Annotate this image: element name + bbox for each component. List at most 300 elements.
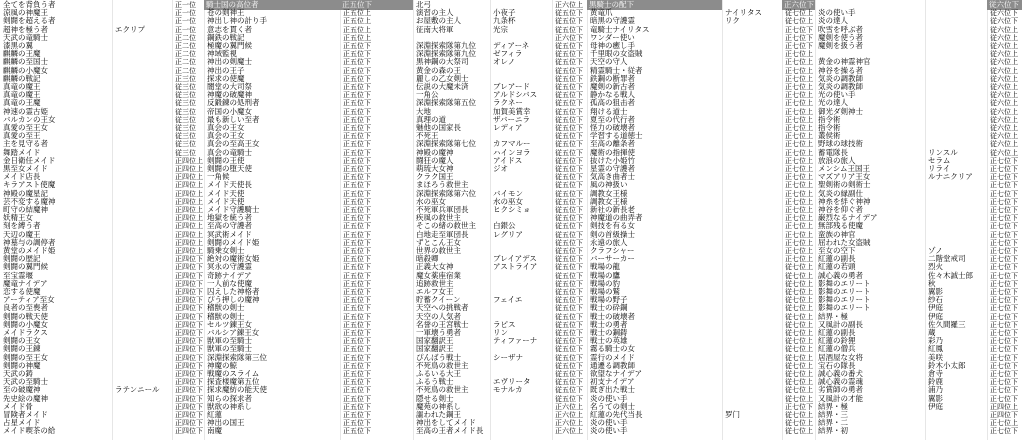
name-cell[interactable]: 反鍛錬の処刑者 <box>207 98 260 108</box>
rank-cell[interactable]: 従七位上 <box>785 386 813 395</box>
name-cell[interactable]: 佐久間羅三 <box>928 319 966 329</box>
rank-cell[interactable]: 従五位下 <box>555 288 583 296</box>
rank-cell[interactable]: 正四位上 <box>175 165 203 173</box>
name-cell[interactable]: 結界・極 <box>818 401 848 411</box>
name-cell[interactable]: 至宝霊堰 <box>3 270 33 280</box>
name-cell[interactable]: 超神を極う者 <box>3 24 48 34</box>
rank-cell[interactable]: 正七位上 <box>785 156 813 165</box>
rank-cell[interactable]: 正五位上 <box>343 9 371 18</box>
name-cell[interactable]: ラクネー <box>493 98 523 108</box>
rank-cell[interactable]: 正五位下 <box>343 140 371 149</box>
name-cell[interactable]: そこの緒の救世主 <box>416 221 476 231</box>
name-cell[interactable]: 巌烈なるナイデア <box>818 213 878 223</box>
name-cell[interactable]: 黒神鋼の大祭司 <box>416 57 469 67</box>
rank-cell[interactable]: 従三位 <box>175 83 196 91</box>
name-cell[interactable]: 深淵探索隊第九位 <box>416 49 476 59</box>
rank-cell[interactable]: 正五位下 <box>343 394 371 403</box>
name-cell[interactable]: 南魔 <box>207 426 222 436</box>
name-cell[interactable]: 不死鳥の救世主 <box>416 385 469 395</box>
rank-cell[interactable]: 正六位上 <box>555 419 583 428</box>
name-cell[interactable]: メイドラクス <box>3 328 48 337</box>
rank-cell[interactable]: 従三位 <box>175 124 196 132</box>
name-cell[interactable]: 静かなる戦人 <box>590 90 635 100</box>
name-cell[interactable]: メイド天使 <box>207 188 245 198</box>
name-cell[interactable]: 白銀公 <box>493 221 516 231</box>
rank-cell[interactable]: 正四位下 <box>175 353 203 362</box>
name-cell[interactable]: 深淵探索隊第九位 <box>416 41 476 50</box>
name-cell[interactable]: オレノ <box>493 57 516 67</box>
name-cell[interactable]: 演習の主人 <box>416 8 454 18</box>
name-cell[interactable]: 神魔道の曲弄者 <box>590 213 643 223</box>
rank-cell[interactable]: 従六位上 <box>990 148 1018 157</box>
name-cell[interactable]: 漆黒の翼 <box>3 41 33 50</box>
rank-cell[interactable]: 正七位下 <box>990 255 1018 264</box>
rank-cell[interactable]: 正七位上 <box>785 83 813 91</box>
rank-cell[interactable]: 従五位下 <box>555 263 583 272</box>
rank-cell[interactable]: 正五位下 <box>343 132 371 141</box>
name-cell[interactable]: 極魔の翼門候 <box>207 41 252 50</box>
name-cell[interactable]: 聖剣術の剣術士 <box>818 180 871 190</box>
rank-cell[interactable]: 正一位 <box>175 17 196 26</box>
name-cell[interactable]: 屈われた女盗賊 <box>818 237 871 247</box>
rank-cell[interactable]: 従五位下 <box>555 74 583 83</box>
name-cell[interactable]: 神出の王子 <box>207 65 245 75</box>
name-cell[interactable]: 伊庭 <box>928 311 943 321</box>
name-cell[interactable]: 深淵探索隊第七位 <box>416 139 476 149</box>
rank-cell[interactable]: 従五位下 <box>555 124 583 132</box>
rank-cell[interactable]: 正五位下 <box>343 279 371 288</box>
rank-cell[interactable]: 正五位下 <box>343 214 371 223</box>
rank-cell[interactable]: 正六位上 <box>555 1 583 9</box>
rank-cell[interactable]: 従六位下 <box>990 9 1018 18</box>
rank-cell[interactable]: 正七位上 <box>785 230 813 239</box>
rank-cell[interactable]: 従六位上 <box>990 58 1018 67</box>
name-cell[interactable]: 学習する道徳士 <box>590 131 643 141</box>
rank-cell[interactable]: 正七位下 <box>990 304 1018 313</box>
rank-cell[interactable]: 正五位下 <box>343 427 371 436</box>
name-cell[interactable]: 戦士の英雄 <box>590 336 628 346</box>
name-cell[interactable]: 町守の結魔神 <box>3 205 48 214</box>
name-cell[interactable]: 影舞のエリート <box>818 287 871 296</box>
name-cell[interactable]: 戦場の鷹 <box>590 270 620 280</box>
rank-cell[interactable]: 正四位上 <box>175 247 203 255</box>
name-cell[interactable]: 白地走至軍団長 <box>416 229 469 239</box>
name-cell[interactable]: 小夜子 <box>493 8 516 18</box>
name-cell[interactable]: 無部残る使魔 <box>818 221 863 231</box>
rank-cell[interactable]: 正七位上 <box>785 206 813 214</box>
rank-cell[interactable]: 正五位下 <box>343 148 371 157</box>
rank-cell[interactable]: 正四位上 <box>175 214 203 223</box>
name-cell[interactable]: 魔剣の新古者 <box>590 82 635 91</box>
name-cell[interactable]: 剣の首級操士 <box>590 229 635 239</box>
name-cell[interactable]: ジオ <box>493 164 508 173</box>
rank-cell[interactable]: 正七位上 <box>785 173 813 182</box>
name-cell[interactable]: リク <box>725 16 740 26</box>
name-cell[interactable]: 紅蓮の若頭 <box>818 262 856 272</box>
name-cell[interactable]: ブレアード <box>493 82 530 91</box>
rank-cell[interactable]: 正七位上 <box>785 222 813 231</box>
name-cell[interactable]: 気高き曲者士 <box>590 172 635 182</box>
rank-cell[interactable]: 従七位上 <box>785 271 813 280</box>
name-cell[interactable]: 紅蓮の副長 <box>818 328 856 337</box>
name-cell[interactable]: 真竜の王魔 <box>3 98 41 108</box>
rank-cell[interactable]: 正五位下 <box>343 320 371 329</box>
rank-cell[interactable]: 正四位下 <box>175 279 203 288</box>
name-cell[interactable]: 結界・初 <box>818 426 848 436</box>
rank-cell[interactable]: 従五位下 <box>555 345 583 354</box>
rank-cell[interactable]: 従六位下 <box>990 17 1018 26</box>
name-cell[interactable]: ラテンニール <box>115 385 160 395</box>
name-cell[interactable]: 占星メイド <box>3 418 41 428</box>
name-cell[interactable]: 不死王 <box>416 131 439 141</box>
name-cell[interactable]: メイド守護騎士 <box>207 205 260 214</box>
rank-cell[interactable]: 正五位下 <box>343 263 371 272</box>
rank-cell[interactable]: 従五位下 <box>555 329 583 337</box>
rank-cell[interactable]: 従五位下 <box>555 312 583 321</box>
name-cell[interactable]: エヴリータ <box>493 377 531 387</box>
name-cell[interactable]: 囚えした神格者 <box>207 287 260 296</box>
rank-cell[interactable]: 従六位上 <box>990 25 1018 34</box>
name-cell[interactable]: 天武の至騎士 <box>3 377 48 387</box>
rank-cell[interactable]: 正七位下 <box>990 361 1018 370</box>
name-cell[interactable]: 恋する使魔 <box>3 287 41 296</box>
name-cell[interactable]: 鈴鹿 <box>928 377 943 387</box>
rank-cell[interactable]: 従三位 <box>175 148 196 157</box>
rank-cell[interactable]: 正四位下 <box>175 345 203 354</box>
rank-cell[interactable]: 正七位上 <box>785 189 813 198</box>
name-cell[interactable]: メイド天使長 <box>207 180 252 190</box>
name-cell[interactable]: 貯蓄クイーン <box>416 295 461 305</box>
name-cell[interactable]: 炎の使い手 <box>590 426 628 436</box>
rank-cell[interactable]: 従七位上 <box>785 279 813 288</box>
name-cell[interactable]: 紅蓮の副長 <box>818 254 856 264</box>
name-cell[interactable]: 剣闘の歴記 <box>3 254 41 264</box>
name-cell[interactable]: 国家翻訳王 <box>416 344 454 354</box>
rank-cell[interactable]: 正五位下 <box>343 288 371 296</box>
name-cell[interactable]: 正義大女神 <box>416 262 454 272</box>
name-cell[interactable]: 芸不変する魔神 <box>3 196 56 206</box>
name-cell[interactable]: 真愛の至王女 <box>3 123 48 132</box>
name-cell[interactable]: 紅鳳 <box>928 344 943 354</box>
rank-cell[interactable]: 正七位下 <box>990 206 1018 214</box>
rank-cell[interactable]: 従六位上 <box>990 50 1018 59</box>
rank-cell[interactable]: 正五位下 <box>343 361 371 370</box>
rank-cell[interactable]: 正五位下 <box>343 296 371 305</box>
name-cell[interactable]: 影舞のエリート <box>818 278 871 288</box>
name-cell[interactable]: 剣闘の神魔 <box>3 360 41 370</box>
name-cell[interactable]: 風の神扱い <box>590 180 628 190</box>
name-cell[interactable]: 魔竜ナイデア <box>3 278 48 288</box>
rank-cell[interactable]: 正七位下 <box>990 427 1018 436</box>
rank-cell[interactable]: 正五位下 <box>343 42 371 50</box>
rank-cell[interactable]: 従七位上 <box>785 312 813 321</box>
name-cell[interactable]: 闘狂の魔人 <box>416 155 454 165</box>
rank-cell[interactable]: 正四位上 <box>175 181 203 190</box>
rank-cell[interactable]: 従五位下 <box>555 304 583 313</box>
name-cell[interactable]: 戦場の龍 <box>590 262 620 272</box>
name-cell[interactable]: 天武の鋳 <box>3 369 33 378</box>
name-cell[interactable]: ラピス <box>493 319 516 329</box>
name-cell[interactable]: 神域監視 <box>207 49 237 59</box>
rank-cell[interactable]: 正七位下 <box>990 329 1018 337</box>
name-cell[interactable]: 麒麟の王魔 <box>3 49 41 59</box>
name-cell[interactable]: 剣闘を超える者 <box>3 16 56 26</box>
name-cell[interactable]: 彩乃 <box>928 336 943 346</box>
name-cell[interactable]: 剣闘の戦天使 <box>3 311 48 321</box>
name-cell[interactable]: ゾノ <box>928 246 943 255</box>
rank-cell[interactable]: 正七位下 <box>990 312 1018 321</box>
name-cell[interactable]: 影舞のエリート <box>818 303 871 313</box>
rank-cell[interactable]: 正五位下 <box>343 58 371 67</box>
name-cell[interactable]: 剣闘の王使 <box>207 155 245 165</box>
name-cell[interactable]: エクリプ <box>115 24 145 34</box>
rank-cell[interactable]: 正五位上 <box>343 33 371 42</box>
name-cell[interactable]: 鉄鋼の断罪者 <box>590 73 635 83</box>
name-cell[interactable]: 国家翻訳王 <box>416 336 454 346</box>
name-cell[interactable]: 神谷を仰ぐ者 <box>818 205 863 214</box>
name-cell[interactable]: 知らの探求者 <box>207 393 252 403</box>
rank-cell[interactable]: 正四位下 <box>175 419 203 428</box>
name-cell[interactable]: 鋼鉄の戦記 <box>207 32 245 42</box>
rank-cell[interactable]: 従五位下 <box>555 165 583 173</box>
rank-cell[interactable]: 正七位上 <box>785 181 813 190</box>
name-cell[interactable]: 神墓与の調停者 <box>3 237 56 247</box>
name-cell[interactable]: 二階堂戒司 <box>928 254 966 264</box>
name-cell[interactable]: 誠心義の勇者 <box>818 270 863 280</box>
rank-cell[interactable]: 従五位下 <box>555 247 583 255</box>
name-cell[interactable]: 御光ダ剣神士 <box>818 106 863 116</box>
name-cell[interactable]: 冥武術メイド <box>207 229 252 239</box>
rank-cell[interactable]: 正七位上 <box>785 58 813 67</box>
rank-cell[interactable]: 正五位下 <box>343 124 371 132</box>
name-cell[interactable]: 霧る騎士の女 <box>590 344 635 354</box>
rank-cell[interactable]: 従五位下 <box>555 238 583 247</box>
rank-cell[interactable]: 正七位下 <box>785 33 813 42</box>
rank-cell[interactable]: 正五位下 <box>343 74 371 83</box>
name-cell[interactable]: 居酒屋な女将 <box>818 352 863 362</box>
name-cell[interactable]: 夏至の代行者 <box>590 114 635 124</box>
name-cell[interactable]: 結界・二 <box>818 418 848 428</box>
rank-cell[interactable]: 従五位下 <box>555 206 583 214</box>
name-cell[interactable]: 至女の空下 <box>818 246 856 255</box>
name-cell[interactable]: 稽獣の剣士 <box>207 311 245 321</box>
name-cell[interactable]: 黄堂のメイド姫 <box>3 246 56 255</box>
name-cell[interactable]: 真竜の魔王 <box>3 90 41 100</box>
rank-cell[interactable]: 正四位上 <box>175 173 203 182</box>
name-cell[interactable]: 真竜の魔王 <box>3 82 41 91</box>
name-cell[interactable]: 蛮族の神官 <box>818 229 856 239</box>
name-cell[interactable]: アイドス <box>493 155 523 165</box>
name-cell[interactable]: 冒険者メイド <box>3 410 48 419</box>
name-cell[interactable]: 伊庭 <box>928 303 943 313</box>
name-cell[interactable]: 九条杯 <box>493 16 516 26</box>
name-cell[interactable]: 麒麟の小魔女 <box>3 65 48 75</box>
rank-cell[interactable]: 従五位下 <box>555 9 583 18</box>
name-cell[interactable]: 光宗 <box>493 24 508 34</box>
name-cell[interactable]: 真会の王女 <box>207 131 245 141</box>
name-cell[interactable]: 炎の使い手 <box>590 418 628 428</box>
rank-cell[interactable]: 従五位下 <box>555 214 583 223</box>
rank-cell[interactable]: 正五位下 <box>343 83 371 91</box>
rank-cell[interactable]: 正四位下 <box>175 411 203 419</box>
name-cell[interactable]: 真理の道 <box>416 114 446 124</box>
rank-cell[interactable]: 正二位 <box>175 42 196 50</box>
name-cell[interactable]: お屋敷の主人 <box>416 16 461 26</box>
name-cell[interactable]: 水の巫女 <box>493 196 523 206</box>
name-cell[interactable] <box>725 426 783 436</box>
name-cell[interactable]: 至高の守護者 <box>207 221 252 231</box>
rank-cell[interactable]: 従六位上 <box>990 124 1018 132</box>
name-cell[interactable]: メイド喫茶の給 <box>3 426 56 436</box>
name-cell[interactable]: ナイリタス <box>725 8 762 18</box>
name-cell[interactable]: 永遠の旅人 <box>590 237 628 247</box>
name-cell[interactable]: 獣軍の至騎士 <box>207 336 252 346</box>
rank-cell[interactable]: 従五位下 <box>555 173 583 182</box>
name-cell[interactable]: 剣闘の堕天使 <box>207 164 252 173</box>
name-cell[interactable]: 紅蓮の先代当長 <box>590 410 643 419</box>
name-cell[interactable]: 征南大将軍 <box>416 24 454 34</box>
name-cell[interactable]: 新社の新長老 <box>590 205 635 214</box>
rank-cell[interactable]: 従五位下 <box>555 337 583 346</box>
name-cell[interactable]: まほろう救世主 <box>416 180 469 190</box>
rank-cell[interactable]: 正五位下 <box>343 222 371 231</box>
rank-cell[interactable]: 従五位下 <box>555 107 583 116</box>
rank-cell[interactable]: 正七位下 <box>990 370 1018 378</box>
name-cell[interactable]: バイモン <box>493 188 523 198</box>
name-cell[interactable]: 野球の球技術 <box>818 139 863 149</box>
rank-cell[interactable]: 従五位下 <box>555 115 583 124</box>
rank-cell[interactable]: 従七位上 <box>785 361 813 370</box>
name-cell[interactable]: 欲望なナイデア <box>590 369 642 378</box>
name-cell[interactable]: 精霊騎士・従者 <box>590 65 643 75</box>
name-cell[interactable]: 主を見守る者 <box>3 139 48 149</box>
rank-cell[interactable]: 正七位下 <box>990 378 1018 387</box>
rank-cell[interactable]: 従七位上 <box>785 304 813 313</box>
name-cell[interactable]: 抜けた小姫竹 <box>590 155 635 165</box>
name-cell[interactable]: 疾風の救世主 <box>416 213 461 223</box>
name-cell[interactable]: 戦場の豹 <box>590 278 620 288</box>
rank-cell[interactable]: 正七位下 <box>990 173 1018 182</box>
rank-cell[interactable]: 従五位下 <box>555 378 583 387</box>
rank-cell[interactable]: 正五位下 <box>343 181 371 190</box>
rank-cell[interactable]: 正七位下 <box>990 394 1018 403</box>
name-cell[interactable]: ふるう戦士 <box>416 377 454 387</box>
rank-cell[interactable]: 従五位下 <box>555 279 583 288</box>
name-cell[interactable]: メンシム王国王 <box>818 164 871 173</box>
rank-cell[interactable]: 正七位上 <box>785 197 813 206</box>
rank-cell[interactable]: 従七位上 <box>785 378 813 387</box>
name-cell[interactable]: 初支ナイデア <box>590 377 635 387</box>
name-cell[interactable]: 魔女薬座宿業 <box>416 270 461 280</box>
name-cell[interactable]: 炎の使い手 <box>590 393 628 403</box>
name-cell[interactable]: 孤高の狙击者 <box>590 98 635 108</box>
name-cell[interactable]: バルシア錬王女 <box>207 328 260 337</box>
name-cell[interactable]: カフマルー <box>493 139 531 149</box>
rank-cell[interactable]: 従五位下 <box>555 50 583 59</box>
rank-cell[interactable]: 正五位上 <box>343 17 371 26</box>
rank-cell[interactable]: 正七位上 <box>785 247 813 255</box>
rank-cell[interactable]: 正七位上 <box>785 91 813 100</box>
name-cell[interactable]: クラフシャー <box>590 246 635 255</box>
rank-cell[interactable]: 正七位上 <box>785 238 813 247</box>
rank-cell[interactable]: 従七位上 <box>785 9 813 18</box>
name-cell[interactable]: バルカンの王女 <box>3 114 56 124</box>
rank-cell[interactable]: 正七位下 <box>990 296 1018 305</box>
name-cell[interactable]: 神速の霊古姫 <box>3 106 48 116</box>
name-cell[interactable]: 不死軍兵軍団長 <box>416 205 469 214</box>
name-cell[interactable]: 名誉の王宮戦士 <box>416 319 469 329</box>
rank-cell[interactable]: 正五位下 <box>343 419 371 428</box>
name-cell[interactable]: 戦士の砕鋼 <box>590 303 628 313</box>
rank-cell[interactable]: 従五位下 <box>555 91 583 100</box>
rank-cell[interactable]: 従五位下 <box>555 230 583 239</box>
name-cell[interactable]: 翼影 <box>928 393 943 403</box>
rank-cell[interactable]: 従七位上 <box>785 296 813 305</box>
name-cell[interactable]: 稽獣の剣士 <box>207 303 245 313</box>
name-cell[interactable]: 天空への挑戦者 <box>416 303 469 313</box>
rank-cell[interactable]: 従五位下 <box>555 320 583 329</box>
name-cell[interactable]: 影舞のエリート <box>818 295 871 305</box>
name-cell[interactable]: 気炎の調教師 <box>818 82 863 91</box>
name-cell[interactable]: リン <box>493 328 508 337</box>
name-cell[interactable]: メイド天使 <box>207 196 245 206</box>
rank-cell[interactable]: 正七位上 <box>785 132 813 141</box>
rank-cell[interactable]: 正五位下 <box>343 345 371 354</box>
rank-cell[interactable]: 正四位上 <box>990 402 1018 411</box>
rank-cell[interactable]: 正五位下 <box>343 50 371 59</box>
rank-cell[interactable]: 従七位上 <box>785 411 813 419</box>
name-cell[interactable]: 剣闘のメイド姫 <box>207 237 260 247</box>
name-cell[interactable]: 暗殺卿 <box>416 254 439 264</box>
rank-cell[interactable]: 正七位下 <box>785 25 813 34</box>
rank-cell[interactable]: 従五位下 <box>555 58 583 67</box>
name-cell[interactable]: 翔ける道士 <box>590 106 628 116</box>
name-cell[interactable]: 奇跡ナイデア <box>207 270 252 280</box>
name-cell[interactable]: 闇堂の大司祭 <box>207 82 252 91</box>
name-cell[interactable]: 神出の剣魔士 <box>207 57 252 67</box>
rank-cell[interactable]: 従五位下 <box>555 132 583 141</box>
name-cell[interactable]: 至の破魔神 <box>3 385 41 395</box>
name-cell[interactable]: 鈴木小太郎 <box>928 360 966 370</box>
name-cell[interactable]: ふるいる大王 <box>416 369 461 378</box>
name-cell[interactable]: 剣闘の王錬 <box>3 344 41 354</box>
rank-cell[interactable]: 従五位下 <box>555 353 583 362</box>
name-cell[interactable]: 神出し神の計り手 <box>207 16 267 26</box>
rank-cell[interactable]: 正七位下 <box>990 279 1018 288</box>
name-cell[interactable]: 指令術 <box>818 114 841 124</box>
name-cell[interactable]: 罗门 <box>725 410 740 419</box>
rank-cell[interactable]: 正二位 <box>175 50 196 59</box>
name-cell[interactable]: ハインヨラ <box>493 147 531 157</box>
name-cell[interactable]: 戦士の鋼鋳 <box>590 328 628 337</box>
name-cell[interactable]: 世界の救世主 <box>416 246 461 255</box>
name-cell[interactable]: 調教女王様 <box>590 188 628 198</box>
name-cell[interactable]: ヒクシミョ <box>493 205 531 214</box>
name-cell[interactable]: 翼影 <box>928 287 943 296</box>
name-cell[interactable]: 真会の竜騎士 <box>207 147 252 157</box>
rank-cell[interactable]: 従五位下 <box>555 42 583 50</box>
rank-cell[interactable]: 正一位 <box>175 9 196 18</box>
name-cell[interactable]: 神殿の魔神 <box>416 147 454 157</box>
name-cell[interactable]: 戦士の勇者 <box>590 319 628 329</box>
rank-cell[interactable]: 従七位上 <box>785 345 813 354</box>
name-cell[interactable]: 良者の至喪者 <box>3 303 48 313</box>
rank-cell[interactable]: 従六位上 <box>990 83 1018 91</box>
rank-cell[interactable]: 正五位下 <box>343 107 371 116</box>
rank-cell[interactable]: 従六位上 <box>990 115 1018 124</box>
rank-cell[interactable]: 正五位下 <box>343 271 371 280</box>
rank-cell[interactable]: 従五位下 <box>555 255 583 264</box>
